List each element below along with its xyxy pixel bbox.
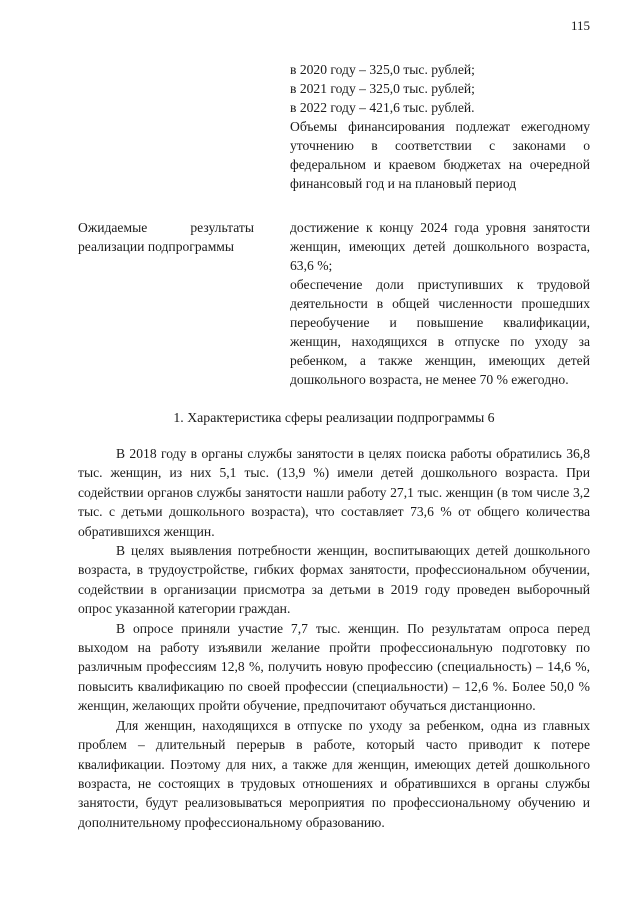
expected-results-value <box>290 218 590 389</box>
page-number: 115 <box>570 18 590 33</box>
funding-note: Объемы финансирования подлежат ежегодному уточнению в соответствии с законами о федеральном и краевом бюджетах на очередной финансовый год и на плановый период <box>290 119 590 191</box>
body-paragraph: В целях выявления потребности женщин, воспитывающих детей дошкольного возраста, в трудоустройстве, гибких формах занятости, профессиональном обучении, содействии в организации присмотра за детьми в 2019 году проведен выборочный опрос указанной категории граждан. <box>78 543 590 617</box>
body-paragraph: В 2018 году в органы службы занятости в целях поиска работы обратились 36,8 тыс. женщин, из них 5,1 тыс. (13,9 %) имели детей дошкольного возраста. При содействии органов службы занятости нашли работу 27,1 тыс. женщин (в том числе 3,2 тыс. с детьми дошкольного возраста), что составляет 73,6 % от общего количества обратившихся женщин. <box>78 446 590 539</box>
funding-line-2022: в 2022 году – 421,6 тыс. рублей. <box>290 100 475 115</box>
section-heading: 1. Характеристика сферы реализации подпрограммы 6 <box>173 410 495 425</box>
body-paragraph: Для женщин, находящихся в отпуске по уходу за ребенком, одна из главных проблем – длительный перерыв в работе, который часто приводит к потере квалификации. Поэтому для них, а также для женщин, имеющих детей дошкольного возраста, не состоящих в трудовых отношениях и обратившихся в органы службы занятости, будут реализовываться мероприятия по профессиональному обучению и дополнительному профессиональному образованию. <box>78 717 590 830</box>
funding-volumes <box>290 60 590 193</box>
funding-line-2021: в 2021 году – 325,0 тыс. рублей; <box>290 81 475 96</box>
section-body <box>78 444 590 832</box>
expected-results-label: Ожидаемые результаты реализации подпрограммы <box>78 220 254 254</box>
body-paragraph: В опросе приняли участие 7,7 тыс. женщин. По результатам опроса перед выходом на работу изъявили желание пройти профессиональную подготовку по различным профессиям 12,8 %, получить новую профессию (специальность) – 14,6 %, повысить квалификацию по своей профессии (специальности) – 12,6 %. Более 50,0 % женщин, желающих пройти обучение, предпочитают обучаться дистанционно. <box>78 620 590 714</box>
expected-result-item: обеспечение доли приступивших к трудовой деятельности в общей численности прошедших переобучение и повышение квалификации, женщин, находящихся в отпуске по уходу за ребенком, а также женщин, имеющих детей дошкольного возраста, не менее 70 % ежегодно. <box>290 277 590 387</box>
expected-result-item: достижение к концу 2024 года уровня занятости женщин, имеющих детей дошкольного возраста, 63,6 %; <box>290 220 590 273</box>
funding-line-2020: в 2020 году – 325,0 тыс. рублей; <box>290 62 475 77</box>
